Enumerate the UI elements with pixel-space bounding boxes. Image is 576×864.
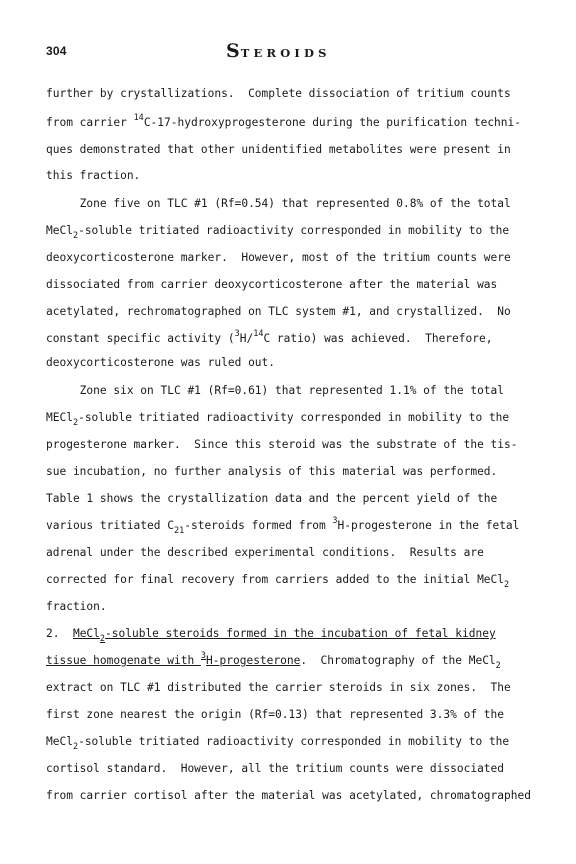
text-segment: ques demonstrated that other unidentified metabolites were present in [46, 143, 511, 156]
text-line [46, 252, 536, 264]
text-segment: progesterone marker. Since this steroid was the substrate of the tis- [46, 438, 518, 451]
text-segment: 14 [133, 113, 144, 123]
text-segment: deoxycorticosterone was ruled out. [46, 356, 276, 369]
text-line [46, 547, 536, 559]
text-segment: dissociated from carrier deoxycorticosterone after the material was [46, 278, 498, 291]
text-segment: MECl [46, 411, 73, 424]
text-line [46, 627, 536, 644]
text-segment: -soluble tritiated radioactivity corresponded in mobility to the [78, 411, 510, 424]
text-segment: constant specific activity ( [46, 332, 235, 345]
text-line [46, 601, 536, 613]
text-line [46, 357, 536, 369]
text-line [46, 516, 536, 536]
text-segment: adrenal under the described experimental conditions. Results are [46, 546, 484, 559]
text-segment: -soluble tritiated radioactivity corresponded in mobility to the [78, 735, 510, 748]
text-line [46, 385, 536, 397]
text-segment: 2. [46, 627, 73, 640]
text-segment: corrected for final recovery from carriers added to the initial MeCl [46, 573, 505, 586]
journal-title [226, 40, 331, 62]
text-segment: deoxycorticosterone marker. However, most of the tritium counts were [46, 251, 511, 264]
text-line [46, 790, 536, 802]
text-segment: tissue homogenate with [46, 654, 201, 667]
text-line [46, 573, 536, 590]
text-segment: Zone five on TLC #1 (Rf=0.54) that represented 0.8% of the total [46, 197, 511, 210]
text-segment: 2 [72, 231, 79, 241]
text-line [46, 735, 536, 752]
text-line [46, 439, 536, 451]
journal-title-initial: S [226, 40, 241, 62]
text-segment: from carrier [46, 116, 134, 129]
text-line [46, 306, 536, 318]
text-segment: 3 [234, 329, 240, 339]
text-line [46, 224, 536, 241]
text-segment: further by crystallizations. Complete dissociation of tritium counts [46, 87, 511, 100]
text-segment: C-17-hydroxyprogesterone during the purification techni- [143, 116, 521, 129]
text-segment: fraction. [46, 600, 107, 613]
text-line [46, 682, 536, 694]
text-segment: Zone six on TLC #1 (Rf=0.61) that represented 1.1% of the total [46, 384, 505, 397]
text-segment: 3 [332, 516, 338, 526]
text-line [46, 144, 536, 156]
text-line [46, 466, 536, 478]
text-segment: . Chromatography of the MeCl [300, 654, 496, 667]
text-segment: -soluble steroids formed in the incubation of fetal kidney [105, 627, 496, 640]
text-segment: 3 [200, 651, 207, 661]
text-segment: 2 [99, 634, 106, 644]
text-segment: from carrier cortisol after the material was acetylated, chromatographed [46, 789, 531, 802]
text-segment: first zone nearest the origin (Rf=0.13) that represented 3.3% of the [46, 708, 505, 721]
text-line [46, 170, 536, 182]
text-segment: H-progesterone in the fetal [337, 519, 520, 532]
text-segment: -soluble tritiated radioactivity corresponded in mobility to the [78, 224, 510, 237]
text-line [46, 709, 536, 721]
text-line [46, 88, 536, 100]
text-segment: 2 [72, 418, 79, 428]
text-line [46, 329, 536, 345]
text-segment: H/ [239, 332, 254, 345]
text-segment: extract on TLC #1 distributed the carrier steroids in six zones. The [46, 681, 511, 694]
text-segment: MeCl [72, 627, 100, 640]
text-line [46, 279, 536, 291]
text-line [46, 763, 536, 775]
text-segment: MeCl [46, 224, 73, 237]
text-segment: cortisol standard. However, all the tritium counts were dissociated [46, 762, 505, 775]
text-segment: MeCl [46, 735, 73, 748]
text-segment: various tritiated C [46, 519, 174, 532]
text-segment: 14 [253, 329, 264, 339]
text-segment: 2 [504, 580, 510, 590]
text-line [46, 651, 536, 671]
text-segment: C ratio) was achieved. Therefore, [263, 332, 493, 345]
text-segment: this fraction. [46, 169, 141, 182]
text-segment: H-progesterone [206, 654, 301, 667]
text-segment: 2 [495, 661, 501, 671]
text-segment: Table 1 shows the crystallization data and the percent yield of the [46, 492, 498, 505]
text-line [46, 113, 536, 129]
text-line [46, 198, 536, 210]
text-segment: 2 [72, 742, 79, 752]
journal-title-rest: TEROIDS [240, 46, 331, 60]
page-number: 304 [46, 44, 67, 58]
text-line [46, 493, 536, 505]
text-segment: sue incubation, no further analysis of this material was performed. [46, 465, 498, 478]
text-segment: -steroids formed from [184, 519, 333, 532]
text-line [46, 411, 536, 428]
text-segment: acetylated, rechromatographed on TLC system #1, and crystallized. No [46, 305, 511, 318]
text-segment: 21 [173, 526, 185, 536]
